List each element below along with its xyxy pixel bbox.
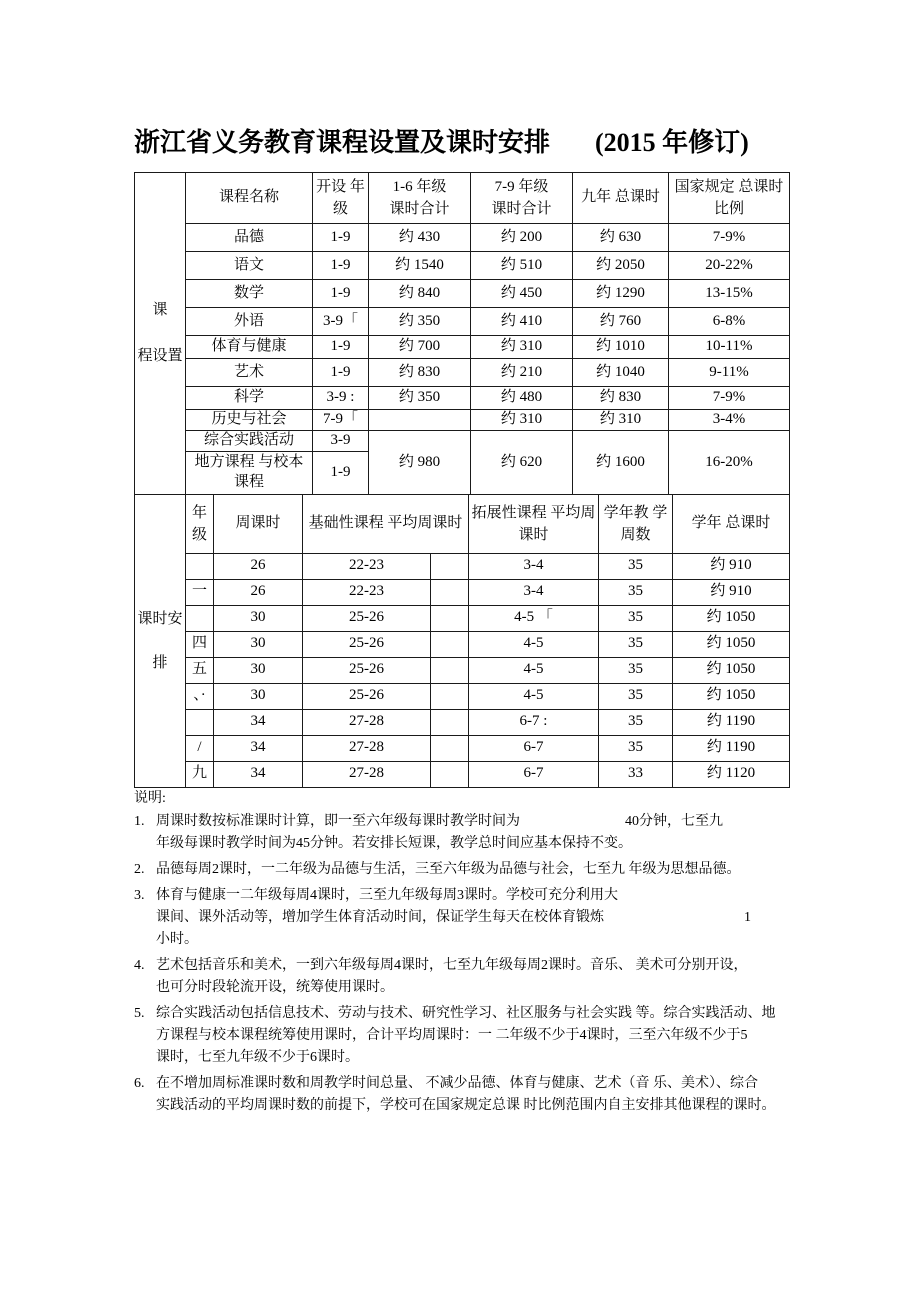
subject-row: [135, 336, 790, 359]
curriculum-tables: [134, 172, 790, 788]
cell-basic: 25-26: [303, 657, 431, 683]
cell-extended: 3-4: [469, 553, 599, 579]
cell-spacer: [431, 761, 469, 787]
cell-total: 约 760: [573, 308, 669, 336]
cell-weeks: 35: [599, 657, 673, 683]
schedule-row: [135, 683, 790, 709]
subject-row-merged-top: [135, 431, 790, 452]
note-number: 2.: [134, 862, 145, 877]
header-teaching-weeks: 学年教 学 周数: [599, 494, 673, 553]
cell-basic: 25-26: [303, 683, 431, 709]
note-item-5: [134, 1003, 816, 1069]
cell-year-total: 约 1190: [673, 709, 790, 735]
cell-grade: 一: [186, 579, 214, 605]
cell-total: 约 1010: [573, 336, 669, 359]
schedule-header-row: [135, 494, 790, 553]
section-label-line: 课: [152, 302, 168, 319]
cell-extended: 6-7: [469, 761, 599, 787]
cell-year-total: 约 1050: [673, 631, 790, 657]
cell-weekly: 30: [214, 631, 303, 657]
subject-row: [135, 359, 790, 387]
header-grade7-9-total: 7-9 年级 课时合计: [471, 173, 573, 224]
note-line: 在不增加周标准课时数和周教学时间总量、 不减少品德、体育与健康、艺术（音 乐、美术）、综合: [156, 1076, 758, 1091]
cell-year-total: 约 910: [673, 553, 790, 579]
schedule-row: [135, 631, 790, 657]
cell-subject: 语文: [186, 252, 313, 280]
cell-g16: 约 350: [369, 387, 471, 410]
note-line: 综合实践活动包括信息技术、劳动与技术、研究性学习、社区服务与社会实践 等。综合实践活动、地: [156, 1006, 776, 1021]
cell-subject: 科学: [186, 387, 313, 410]
cell-weeks: 33: [599, 761, 673, 787]
cell-weekly: 34: [214, 761, 303, 787]
cell-basic: 22-23: [303, 579, 431, 605]
cell-extended: 3-4: [469, 579, 599, 605]
cell-extended: 6-7 :: [469, 709, 599, 735]
cell-g16: 约 840: [369, 280, 471, 308]
cell-subject: 数学: [186, 280, 313, 308]
schedule-row: [135, 553, 790, 579]
header-nine-year-total: 九年 总课时: [573, 173, 669, 224]
cell-g79: 约 310: [471, 336, 573, 359]
cell-extended: 6-7: [469, 735, 599, 761]
cell-weeks: 35: [599, 631, 673, 657]
cell-grades: 1-9: [313, 451, 369, 494]
cell-basic: 27-28: [303, 761, 431, 787]
schedule-row: [135, 579, 790, 605]
section-label-line: 程设置: [137, 348, 183, 365]
cell-basic: 22-23: [303, 553, 431, 579]
note-line: 课间、课外活动等，增加学生体育活动时间，保证学生每天在校体育锻炼 1: [156, 910, 751, 925]
cell-extended: 4-5: [469, 657, 599, 683]
page-title: [134, 122, 749, 159]
cell-total: 约 1290: [573, 280, 669, 308]
cell-grades: 3-9: [313, 431, 369, 452]
cell-basic: 25-26: [303, 605, 431, 631]
schedule-row: [135, 709, 790, 735]
note-item-1: [134, 811, 816, 855]
header-national-ratio: 国家规定 总课时 比例: [669, 173, 790, 224]
cell-weeks: 35: [599, 579, 673, 605]
cell-grades: 1-9: [313, 359, 369, 387]
cell-weekly: 26: [214, 579, 303, 605]
cell-grade: 、·: [186, 683, 214, 709]
header-year-total: 学年 总课时: [673, 494, 790, 553]
cell-grades: 1-9: [313, 280, 369, 308]
cell-grade: [186, 709, 214, 735]
cell-spacer: [431, 683, 469, 709]
cell-g16: 约 830: [369, 359, 471, 387]
cell-ratio: 10-11%: [669, 336, 790, 359]
cell-spacer: [431, 735, 469, 761]
subject-row: [135, 280, 790, 308]
title-main: 浙江省义务教育课程设置及课时安排: [134, 128, 551, 157]
cell-weeks: 35: [599, 735, 673, 761]
cell-extended: 4-5: [469, 631, 599, 657]
cell-g79: 约 200: [471, 224, 573, 252]
cell-grades: 3-9「: [313, 308, 369, 336]
cell-ratio: 6-8%: [669, 308, 790, 336]
cell-weekly: 26: [214, 553, 303, 579]
note-item-6: [134, 1073, 816, 1117]
cell-grades: 1-9: [313, 252, 369, 280]
cell-subject: 艺术: [186, 359, 313, 387]
cell-grade: 五: [186, 657, 214, 683]
cell-weeks: 35: [599, 683, 673, 709]
cell-grades: 1-9: [313, 336, 369, 359]
section-label-curriculum: [135, 173, 186, 495]
cell-g79: 约 310: [471, 410, 573, 431]
cell-subject: 综合实践活动: [186, 431, 313, 452]
cell-total: 约 310: [573, 410, 669, 431]
section-label-schedule: [135, 494, 186, 787]
schedule-row: [135, 761, 790, 787]
cell-spacer: [431, 657, 469, 683]
header-grade1-6-total: 1-6 年级 课时合计: [369, 173, 471, 224]
cell-year-total: 约 1050: [673, 605, 790, 631]
cell-ratio: 20-22%: [669, 252, 790, 280]
note-number: 1.: [134, 814, 145, 829]
note-item-4: [134, 955, 816, 999]
cell-g16: 约 980: [369, 431, 471, 495]
note-line: 年级每课时教学时间为45分钟。若安排长短课，教学总时间应基本保持不变。: [156, 836, 632, 851]
cell-subject-line: 课程: [233, 473, 264, 490]
note-line: 艺术包括音乐和美术，一到六年级每周4课时，七至九年级每周2课时。音乐、 美术可分别开设，: [156, 958, 748, 973]
header-grades-offered: 开设 年 级: [313, 173, 369, 224]
cell-weekly: 34: [214, 709, 303, 735]
cell-year-total: 约 1050: [673, 683, 790, 709]
cell-g79: 约 620: [471, 431, 573, 495]
subject-row: [135, 410, 790, 431]
cell-subject: [186, 451, 313, 494]
cell-weekly: 30: [214, 683, 303, 709]
subject-row: [135, 387, 790, 410]
curriculum-header-row: [135, 173, 790, 224]
subject-row: [135, 252, 790, 280]
cell-ratio: 3-4%: [669, 410, 790, 431]
cell-year-total: 约 1190: [673, 735, 790, 761]
schedule-row: [135, 657, 790, 683]
note-number: 4.: [134, 958, 145, 973]
cell-grade: [186, 605, 214, 631]
cell-year-total: 约 1050: [673, 657, 790, 683]
note-number: 5.: [134, 1006, 145, 1021]
notes-label: 说明:: [134, 791, 166, 806]
cell-weeks: 35: [599, 605, 673, 631]
note-line: 小时。: [156, 932, 198, 947]
note-number: 3.: [134, 888, 145, 903]
schedule-row: [135, 605, 790, 631]
note-number: 6.: [134, 1076, 145, 1091]
cell-grade: /: [186, 735, 214, 761]
header-basic-courses: 基础性课程 平均周课时: [303, 494, 469, 553]
header-course-name: 课程名称: [186, 173, 313, 224]
cell-extended: 4-5 「: [469, 605, 599, 631]
cell-spacer: [431, 579, 469, 605]
cell-grades: 1-9: [313, 224, 369, 252]
cell-ratio: 13-15%: [669, 280, 790, 308]
cell-g16: 约 700: [369, 336, 471, 359]
cell-ratio: 7-9%: [669, 224, 790, 252]
cell-spacer: [431, 605, 469, 631]
cell-grades: 3-9 :: [313, 387, 369, 410]
cell-spacer: [431, 631, 469, 657]
cell-total: 约 630: [573, 224, 669, 252]
note-item-2: [134, 859, 816, 881]
cell-extended: 4-5: [469, 683, 599, 709]
header-extended-courses: 拓展性课程 平均周 课时: [469, 494, 599, 553]
cell-weeks: 35: [599, 709, 673, 735]
cell-subject: 体育与健康: [186, 336, 313, 359]
cell-ratio: 16-20%: [669, 431, 790, 495]
cell-grade: 九: [186, 761, 214, 787]
note-line: 体育与健康一二年级每周4课时，三至九年级每周3课时。学校可充分利用大: [156, 888, 618, 903]
cell-subject-line: 地方课程 与校本: [194, 454, 304, 470]
subject-row: [135, 308, 790, 336]
cell-weekly: 34: [214, 735, 303, 761]
cell-subject: 历史与社会: [186, 410, 313, 431]
subject-row: [135, 224, 790, 252]
header-weekly-hours: 周课时: [214, 494, 303, 553]
cell-weekly: 30: [214, 605, 303, 631]
cell-basic: 25-26: [303, 631, 431, 657]
cell-total: 约 1040: [573, 359, 669, 387]
cell-g79: 约 480: [471, 387, 573, 410]
cell-g16: 约 430: [369, 224, 471, 252]
cell-ratio: 7-9%: [669, 387, 790, 410]
section-label-line: 课时安: [137, 610, 183, 627]
note-line: 课时，七至九年级不少于6课时。: [156, 1050, 359, 1065]
cell-basic: 27-28: [303, 735, 431, 761]
note-line: 也可分时段轮流开设，统筹使用课时。: [156, 980, 394, 995]
note-item-3: [134, 885, 816, 951]
header-grade: 年 级: [186, 494, 214, 553]
note-line: 周课时数按标准课时计算，即一至六年级每课时教学时间为 40分钟，七至九: [156, 814, 723, 829]
curriculum-table: [134, 172, 790, 495]
cell-subject: 品德: [186, 224, 313, 252]
cell-weekly: 30: [214, 657, 303, 683]
note-line: 实践活动的平均周课时数的前提下，学校可在国家规定总课 时比例范围内自主安排其他课程的课时。: [156, 1098, 776, 1113]
cell-g79: 约 210: [471, 359, 573, 387]
cell-subject: 外语: [186, 308, 313, 336]
cell-total: 约 1600: [573, 431, 669, 495]
schedule-table: [134, 494, 790, 788]
cell-year-total: 约 1120: [673, 761, 790, 787]
cell-g16: 约 1540: [369, 252, 471, 280]
cell-g79: 约 450: [471, 280, 573, 308]
cell-spacer: [431, 553, 469, 579]
section-label-line: 排: [152, 654, 168, 671]
title-revision: (2015 年修订): [595, 128, 749, 157]
cell-grade: [186, 553, 214, 579]
cell-total: 约 2050: [573, 252, 669, 280]
cell-g16: [369, 410, 471, 431]
note-line: 方课程与校本课程统筹使用课时，合计平均周课时：一 二年级不少于4课时，三至六年级不少于5: [156, 1028, 748, 1043]
cell-total: 约 830: [573, 387, 669, 410]
notes-section: [134, 788, 816, 1121]
cell-grade: 四: [186, 631, 214, 657]
note-line: 品德每周2课时，一二年级为品德与生活，三至六年级为品德与社会，七至九 年级为思想品德。: [156, 862, 741, 877]
cell-weeks: 35: [599, 553, 673, 579]
cell-grades: 7-9「: [313, 410, 369, 431]
cell-ratio: 9-11%: [669, 359, 790, 387]
cell-g16: 约 350: [369, 308, 471, 336]
cell-basic: 27-28: [303, 709, 431, 735]
cell-spacer: [431, 709, 469, 735]
schedule-row: [135, 735, 790, 761]
cell-g79: 约 410: [471, 308, 573, 336]
cell-g79: 约 510: [471, 252, 573, 280]
cell-year-total: 约 910: [673, 579, 790, 605]
